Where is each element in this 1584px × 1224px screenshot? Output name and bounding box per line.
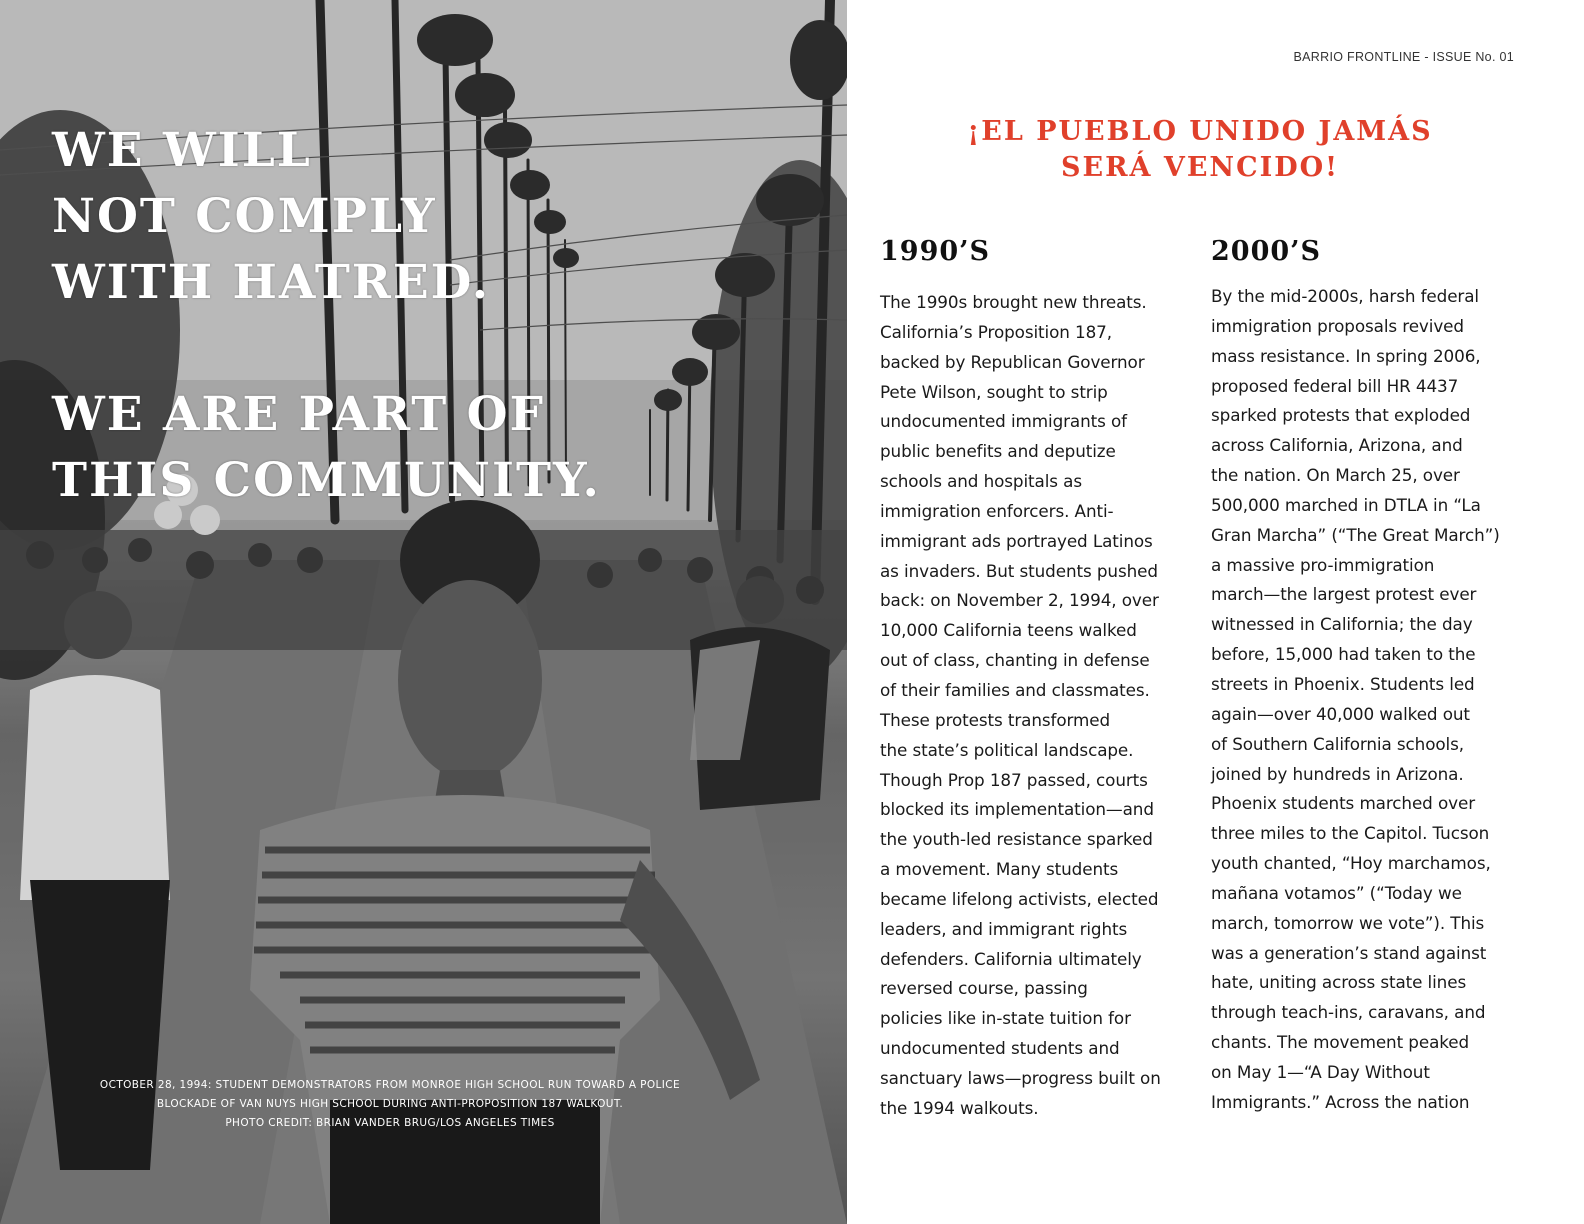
body-line: 10,000 California teens walked [880,620,1137,641]
column-1990s [880,236,1180,1124]
body-line: the youth-led resistance sparked [880,829,1153,850]
body-line: Gran Marcha” (“The Great March”) [1211,524,1500,545]
body-line: of their families and classmates. [880,679,1150,700]
body-line: proposed federal bill HR 4437 [1211,375,1459,396]
body-line: The 1990s brought new threats. [880,292,1147,312]
body-line: youth chanted, “Hoy marchamos, [1211,853,1491,874]
body-line: immigration proposals revived [1211,315,1464,336]
body-line: again—over 40,000 walked out [1211,703,1470,724]
body-line: Phoenix students marched over [1211,793,1475,814]
body-line: the 1994 walkouts. [880,1097,1039,1118]
body-line: policies like in-state tuition for [880,1008,1131,1029]
rally-heading [880,114,1520,186]
headline-line: THIS COMMUNITY. [52,453,601,508]
body-line: out of class, chanting in defense [880,650,1150,671]
body-line: California’s Proposition 187, [880,321,1112,342]
body-line: of Southern California schools, [1211,733,1464,754]
column-body [1211,282,1511,1118]
column-body [880,288,1180,1124]
headline-line: WE WILL [52,123,312,178]
photo-caption [40,1076,740,1133]
body-line: sparked protests that exploded [1211,405,1471,426]
body-line: the state’s political landscape. [880,739,1134,760]
body-line: 500,000 marched in DTLA in “La [1211,494,1481,515]
headline-gap [52,316,832,382]
body-line: a movement. Many students [880,859,1119,880]
body-line: immigrant ads portrayed Latinos [880,530,1153,551]
body-line: schools and hospitals as [880,471,1082,492]
body-line: three miles to the Capitol. Tucson [1211,823,1490,844]
body-line: through teach-ins, caravans, and [1211,1002,1486,1023]
body-line: undocumented students and [880,1038,1120,1059]
body-line: By the mid-2000s, harsh federal [1211,286,1479,306]
body-line: a massive pro-immigration [1211,554,1435,575]
body-line: chants. The movement peaked [1211,1032,1470,1053]
body-line: Though Prop 187 passed, courts [880,769,1148,790]
body-line: hate, uniting across state lines [1211,972,1467,993]
body-line: march—the largest protest ever [1211,584,1477,605]
headline-line: WITH HATRED. [52,255,491,310]
body-line: These protests transformed [880,709,1111,730]
body-line: defenders. California ultimately [880,948,1142,969]
body-line: across California, Arizona, and [1211,435,1463,456]
body-line: sanctuary laws—progress built on [880,1067,1161,1088]
body-line: undocumented immigrants of [880,411,1127,432]
column-heading: 1990’S [880,236,991,267]
body-line: backed by Republican Governor [880,351,1145,372]
body-line: blocked its implementation—and [880,799,1154,820]
photo-headline [52,118,832,514]
photo-credit: PHOTO CREDIT: BRIAN VANDER BRUG/LOS ANGELES TIMES [225,1117,555,1129]
body-line: on May 1—“A Day Without [1211,1061,1430,1082]
body-line: leaders, and immigrant rights [880,918,1128,939]
body-line: became lifelong activists, elected [880,888,1159,909]
body-line: immigration enforcers. Anti- [880,500,1114,521]
body-line: joined by hundreds in Arizona. [1211,763,1464,784]
body-line: streets in Phoenix. Students led [1211,673,1475,694]
rally-line: SERÁ VENCIDO! [1061,152,1339,183]
body-line: as invaders. But students pushed [880,560,1158,581]
headline-line: NOT COMPLY [52,189,437,244]
headline-line: WE ARE PART OF [52,387,545,442]
body-line: mañana votamos” (“Today we [1211,882,1462,903]
column-2000s [1211,236,1511,1118]
rally-line: ¡EL PUEBLO UNIDO JAMÁS [967,116,1433,147]
caption-line: OCTOBER 28, 1994: STUDENT DEMONSTRATORS FROM MONROE HIGH SCHOOL RUN TOWARD A POLICE [99,1079,681,1091]
body-line: the nation. On March 25, over [1211,465,1460,486]
body-line: back: on November 2, 1994, over [880,590,1159,611]
body-line: Pete Wilson, sought to strip [880,381,1108,402]
body-line: public benefits and deputize [880,441,1116,462]
body-line: witnessed in California; the day [1211,614,1473,635]
caption-line: BLOCKADE OF VAN NUYS HIGH SCHOOL DURING ANTI-PROPOSITION 187 WALKOUT. [156,1098,624,1110]
body-line: before, 15,000 had taken to the [1211,644,1476,665]
body-line: Immigrants.” Across the nation [1211,1091,1470,1112]
column-heading: 2000’S [1211,236,1322,267]
body-line: reversed course, passing [880,978,1088,999]
body-line: was a generation’s stand against [1211,942,1487,963]
body-line: mass resistance. In spring 2006, [1211,345,1481,366]
body-line: march, tomorrow we vote”). This [1211,912,1485,933]
issue-label: BARRIO FRONTLINE - ISSUE No. 01 [1293,50,1514,64]
